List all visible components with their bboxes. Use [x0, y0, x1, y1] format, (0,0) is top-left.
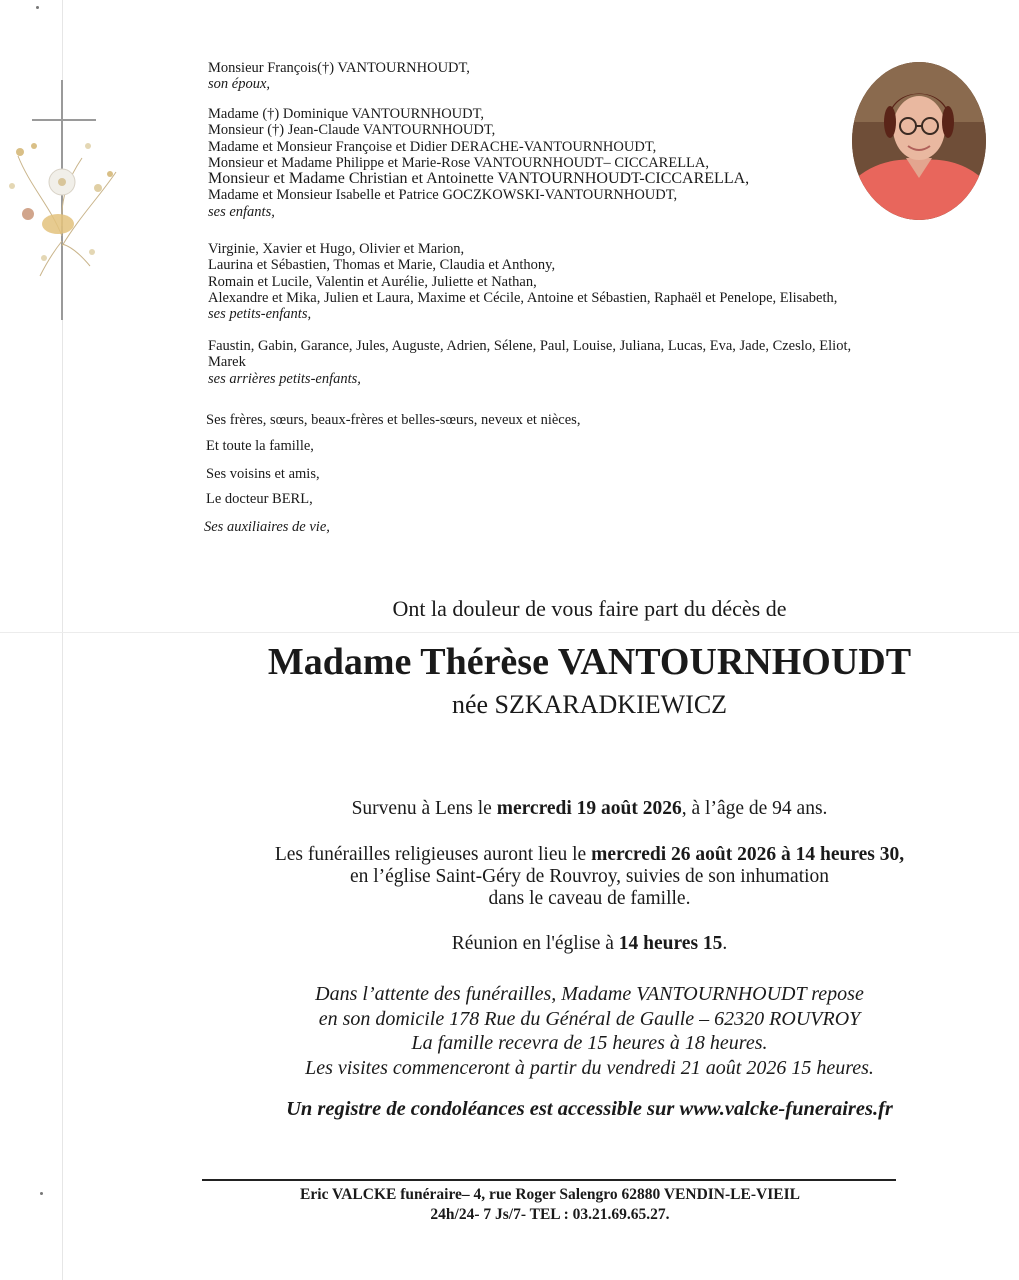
- grandchildren-relation: ses petits-enfants,: [208, 306, 312, 323]
- great-grandchildren-line: Marek: [208, 354, 246, 371]
- footer-divider: [202, 1179, 896, 1181]
- grandchildren-line: Virginie, Xavier et Hugo, Olivier et Marion,: [208, 241, 465, 257]
- scan-speck: [40, 1192, 43, 1195]
- funeral-church: en l’église Saint-Géry de Rouvroy, suivies de son inhumation: [349, 866, 830, 887]
- deceased-name: Madame Thérèse VANTOURNHOUDT: [267, 641, 912, 683]
- funeral-burial: dans le caveau de famille.: [488, 888, 691, 909]
- repose-line: Dans l’attente des funérailles, Madame VANTOURNHOUDT repose: [315, 983, 864, 1005]
- children-relation: ses enfants,: [208, 203, 275, 220]
- great-grandchildren-relation: ses arrières petits-enfants,: [208, 370, 361, 387]
- spouse-relation: son époux,: [208, 76, 271, 93]
- meeting-suffix: .: [722, 933, 728, 954]
- repose-line: La famille recevra de 15 heures à 18 heures.: [411, 1032, 768, 1054]
- child-name: Madame et Monsieur Isabelle et Patrice GOCZKOWSKI-VANTOURNHOUDT,: [208, 187, 678, 204]
- child-name: Monsieur et Madame Philippe et Marie-Rose VANTOURNHOUDT– CICCARELLA,: [208, 154, 710, 171]
- funeral-home-address: Eric VALCKE funéraire– 4, rue Roger Salengro 62880 VENDIN-LE-VIEIL: [300, 1186, 800, 1203]
- funeral-prefix: Les funérailles religieuses auront lieu le: [274, 844, 592, 865]
- funeral-details: [80, 844, 1019, 910]
- repose-details: [80, 982, 1019, 1080]
- funeral-datetime: mercredi 26 août 2026 à 14 heures 30,: [591, 844, 905, 865]
- child-name: Monsieur (†) Jean-Claude VANTOURNHOUDT,: [208, 122, 496, 139]
- siblings-line: Ses frères, sœurs, beaux-frères et belles-sœurs, neveux et nièces,: [206, 412, 581, 428]
- meeting-time: 14 heures 15: [618, 933, 723, 954]
- condolence-registry: Un registre de condoléances est accessible sur www.valcke-funeraires.fr: [286, 1098, 893, 1120]
- scan-speck: [36, 6, 39, 9]
- maiden-name: née SZKARADKIEWICZ: [451, 690, 728, 719]
- repose-line: Les visites commenceront à partir du vendredi 21 août 2026 15 heures.: [305, 1056, 874, 1079]
- whole-family-line: Et toute la famille,: [206, 438, 314, 454]
- spouse-name: Monsieur François(†) VANTOURNHOUDT,: [208, 60, 470, 76]
- deceased-portrait-photo: [852, 62, 986, 220]
- great-grandchildren-block: [208, 338, 851, 387]
- floral-cross-decoration: [0, 76, 130, 326]
- death-details: [80, 798, 1019, 820]
- children-block: [208, 106, 749, 220]
- death-date: mercredi 19 août 2026: [496, 798, 682, 819]
- death-suffix: , à l’âge de 94 ans.: [681, 798, 828, 819]
- meeting-details: [80, 933, 1019, 955]
- meeting-prefix: Réunion en l'église à: [451, 933, 619, 954]
- child-name: Monsieur et Madame Christian et Antoinette VANTOURNHOUDT-CICCARELLA,: [208, 170, 750, 188]
- great-grandchildren-line: Faustin, Gabin, Garance, Jules, Auguste, Adrien, Sélene, Paul, Louise, Juliana, Lucas, Eva, Jade, Czeslo, Eliot,: [208, 338, 852, 354]
- scan-fold-line: [0, 632, 1019, 633]
- grandchildren-line: Romain et Lucile, Valentin et Aurélie, Juliette et Nathan,: [208, 273, 537, 290]
- grandchildren-line: Alexandre et Mika, Julien et Laura, Maxime et Cécile, Antoine et Sébastien, Raphaël et Penelope, Elisabeth,: [208, 289, 838, 306]
- neighbors-line: Ses voisins et amis,: [206, 466, 320, 482]
- repose-line: en son domicile 178 Rue du Général de Gaulle – 62320 ROUVROY: [318, 1007, 861, 1030]
- spouse-block: [208, 60, 470, 93]
- grandchildren-line: Laurina et Sébastien, Thomas et Marie, Claudia et Anthony,: [208, 257, 556, 274]
- doctor-line: Le docteur BERL,: [206, 491, 313, 507]
- funeral-home-phone: 24h/24- 7 Js/7- TEL : 03.21.69.65.27.: [430, 1206, 670, 1223]
- caregivers-line: Ses auxiliaires de vie,: [204, 519, 330, 535]
- child-name: Madame (†) Dominique VANTOURNHOUDT,: [208, 106, 485, 122]
- child-name: Madame et Monsieur Françoise et Didier DERACHE-VANTOURNHOUDT,: [208, 138, 657, 155]
- announcement-intro: Ont la douleur de vous faire part du décès de: [392, 596, 787, 621]
- death-prefix: Survenu à Lens le: [351, 798, 497, 819]
- grandchildren-block: [208, 241, 837, 322]
